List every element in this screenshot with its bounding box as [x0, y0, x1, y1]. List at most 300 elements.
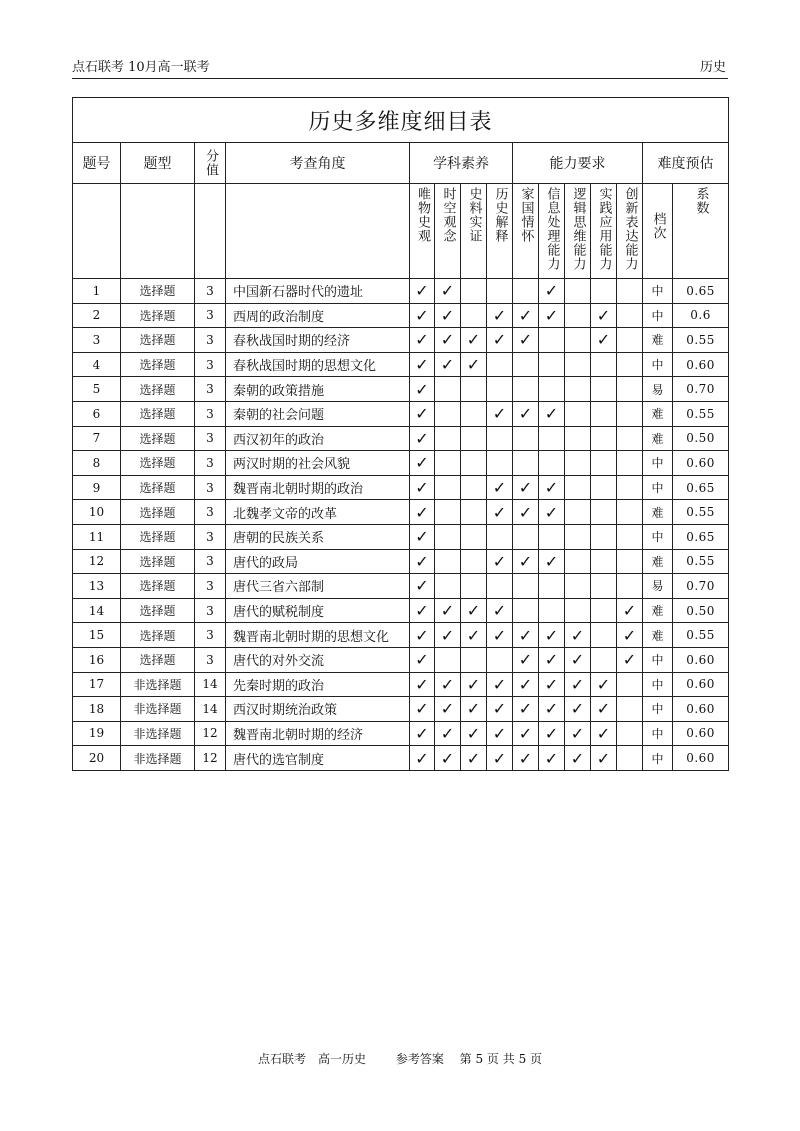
- table-row: [73, 303, 729, 328]
- subheader-blank: [195, 184, 226, 279]
- table-row: [73, 697, 729, 722]
- cell-empty: [539, 524, 565, 549]
- check-icon: ✓: [410, 500, 435, 525]
- cell-empty: [565, 377, 591, 402]
- check-icon: ✓: [435, 598, 461, 623]
- check-icon: ✓: [435, 746, 461, 771]
- subheader-cell: 系数: [673, 184, 729, 279]
- check-icon: ✓: [565, 697, 591, 722]
- footer-source: 点石联考: [257, 1052, 306, 1066]
- check-icon: ✓: [461, 672, 487, 697]
- cell-level: 中: [643, 746, 673, 771]
- cell-score: 3: [195, 377, 226, 402]
- cell-topic: 魏晋南北朝时期的经济: [226, 721, 410, 746]
- cell-level: 中: [643, 303, 673, 328]
- table-row: [73, 549, 729, 574]
- cell-coef: 0.50: [673, 598, 729, 623]
- cell-num: 5: [73, 377, 121, 402]
- cell-type: 选择题: [121, 549, 195, 574]
- check-icon: ✓: [461, 721, 487, 746]
- cell-level: 难: [643, 549, 673, 574]
- cell-score: 3: [195, 647, 226, 672]
- cell-empty: [617, 279, 643, 304]
- cell-type: 非选择题: [121, 672, 195, 697]
- cell-empty: [617, 328, 643, 353]
- cell-empty: [435, 426, 461, 451]
- check-icon: ✓: [461, 746, 487, 771]
- cell-empty: [539, 352, 565, 377]
- cell-empty: [565, 328, 591, 353]
- cell-coef: 0.70: [673, 377, 729, 402]
- cell-empty: [461, 475, 487, 500]
- check-icon: ✓: [410, 279, 435, 304]
- check-icon: ✓: [410, 549, 435, 574]
- check-icon: ✓: [487, 500, 513, 525]
- check-icon: ✓: [410, 697, 435, 722]
- table-row: [73, 328, 729, 353]
- cell-type: 选择题: [121, 647, 195, 672]
- cell-empty: [591, 451, 617, 476]
- table-row: [73, 647, 729, 672]
- cell-type: 非选择题: [121, 746, 195, 771]
- cell-empty: [513, 279, 539, 304]
- cell-level: 中: [643, 524, 673, 549]
- cell-level: 中: [643, 279, 673, 304]
- check-icon: ✓: [487, 401, 513, 426]
- header-num: 题号: [73, 143, 121, 184]
- cell-num: 13: [73, 574, 121, 599]
- check-icon: ✓: [565, 672, 591, 697]
- cell-type: 选择题: [121, 377, 195, 402]
- cell-empty: [487, 451, 513, 476]
- subheader-blank: [226, 184, 410, 279]
- check-icon: ✓: [539, 672, 565, 697]
- cell-coef: 0.50: [673, 426, 729, 451]
- cell-topic: 魏晋南北朝时期的思想文化: [226, 623, 410, 648]
- cell-empty: [591, 401, 617, 426]
- cell-empty: [565, 574, 591, 599]
- cell-level: 难: [643, 623, 673, 648]
- check-icon: ✓: [513, 401, 539, 426]
- cell-level: 中: [643, 672, 673, 697]
- check-icon: ✓: [591, 303, 617, 328]
- check-icon: ✓: [513, 549, 539, 574]
- table-row: [73, 746, 729, 771]
- cell-num: 18: [73, 697, 121, 722]
- check-icon: ✓: [487, 746, 513, 771]
- cell-coef: 0.60: [673, 721, 729, 746]
- cell-level: 中: [643, 352, 673, 377]
- cell-num: 16: [73, 647, 121, 672]
- check-icon: ✓: [410, 574, 435, 599]
- cell-level: 难: [643, 401, 673, 426]
- cell-level: 易: [643, 377, 673, 402]
- cell-empty: [617, 500, 643, 525]
- check-icon: ✓: [487, 328, 513, 353]
- cell-coef: 0.70: [673, 574, 729, 599]
- footer-doc: 参考答案: [395, 1052, 444, 1066]
- cell-coef: 0.65: [673, 475, 729, 500]
- cell-num: 2: [73, 303, 121, 328]
- cell-topic: 唐朝的民族关系: [226, 524, 410, 549]
- cell-empty: [617, 451, 643, 476]
- cell-level: 难: [643, 426, 673, 451]
- cell-empty: [617, 401, 643, 426]
- cell-empty: [565, 401, 591, 426]
- cell-score: 12: [195, 721, 226, 746]
- check-icon: ✓: [539, 500, 565, 525]
- check-icon: ✓: [435, 328, 461, 353]
- cell-num: 14: [73, 598, 121, 623]
- table-row: [73, 451, 729, 476]
- cell-num: 8: [73, 451, 121, 476]
- check-icon: ✓: [539, 697, 565, 722]
- check-icon: ✓: [410, 303, 435, 328]
- cell-topic: 春秋战国时期的经济: [226, 328, 410, 353]
- subheader-cell: 逻辑思维能力: [565, 184, 591, 279]
- subheader-cell: 信息处理能力: [539, 184, 565, 279]
- cell-empty: [617, 352, 643, 377]
- cell-type: 选择题: [121, 451, 195, 476]
- cell-topic: 西汉初年的政治: [226, 426, 410, 451]
- cell-empty: [539, 451, 565, 476]
- check-icon: ✓: [513, 672, 539, 697]
- cell-type: 选择题: [121, 574, 195, 599]
- cell-coef: 0.6: [673, 303, 729, 328]
- cell-score: 3: [195, 303, 226, 328]
- subheader-blank: [73, 184, 121, 279]
- cell-coef: 0.55: [673, 549, 729, 574]
- cell-type: 选择题: [121, 623, 195, 648]
- cell-coef: 0.60: [673, 697, 729, 722]
- table-row: [73, 598, 729, 623]
- cell-empty: [591, 377, 617, 402]
- header-type: 题型: [121, 143, 195, 184]
- subheader-cell: 家国情怀: [513, 184, 539, 279]
- cell-level: 易: [643, 574, 673, 599]
- cell-coef: 0.60: [673, 672, 729, 697]
- cell-empty: [461, 451, 487, 476]
- cell-type: 选择题: [121, 401, 195, 426]
- check-icon: ✓: [539, 303, 565, 328]
- cell-empty: [461, 377, 487, 402]
- cell-coef: 0.60: [673, 451, 729, 476]
- check-icon: ✓: [565, 623, 591, 648]
- cell-empty: [565, 279, 591, 304]
- cell-empty: [487, 426, 513, 451]
- subheader-blank: [121, 184, 195, 279]
- cell-empty: [461, 647, 487, 672]
- check-icon: ✓: [487, 623, 513, 648]
- cell-topic: 秦朝的社会问题: [226, 401, 410, 426]
- check-icon: ✓: [435, 279, 461, 304]
- check-icon: ✓: [591, 746, 617, 771]
- subheader-cell: 时空观念: [435, 184, 461, 279]
- cell-empty: [513, 451, 539, 476]
- cell-coef: 0.65: [673, 279, 729, 304]
- check-icon: ✓: [487, 697, 513, 722]
- cell-coef: 0.55: [673, 500, 729, 525]
- cell-topic: 唐代的对外交流: [226, 647, 410, 672]
- cell-empty: [539, 426, 565, 451]
- subheader-cell: 唯物史观: [410, 184, 435, 279]
- cell-level: 难: [643, 598, 673, 623]
- check-icon: ✓: [461, 623, 487, 648]
- check-icon: ✓: [539, 721, 565, 746]
- check-icon: ✓: [539, 549, 565, 574]
- check-icon: ✓: [410, 451, 435, 476]
- check-icon: ✓: [513, 623, 539, 648]
- cell-level: 中: [643, 451, 673, 476]
- header-right: 历史: [699, 60, 726, 75]
- check-icon: ✓: [435, 721, 461, 746]
- cell-empty: [461, 401, 487, 426]
- check-icon: ✓: [487, 475, 513, 500]
- check-icon: ✓: [513, 721, 539, 746]
- cell-coef: 0.65: [673, 524, 729, 549]
- cell-num: 11: [73, 524, 121, 549]
- cell-empty: [617, 574, 643, 599]
- check-icon: ✓: [435, 303, 461, 328]
- table-row: [73, 426, 729, 451]
- subheader-cell: 创新表达能力: [617, 184, 643, 279]
- cell-empty: [565, 500, 591, 525]
- check-icon: ✓: [617, 647, 643, 672]
- check-icon: ✓: [591, 721, 617, 746]
- check-icon: ✓: [513, 746, 539, 771]
- table-row: [73, 721, 729, 746]
- cell-empty: [461, 549, 487, 574]
- cell-empty: [435, 574, 461, 599]
- check-icon: ✓: [461, 598, 487, 623]
- check-icon: ✓: [591, 672, 617, 697]
- check-icon: ✓: [513, 303, 539, 328]
- cell-num: 12: [73, 549, 121, 574]
- cell-score: 14: [195, 697, 226, 722]
- check-icon: ✓: [487, 672, 513, 697]
- header-ability: 能力要求: [513, 143, 643, 184]
- cell-empty: [461, 279, 487, 304]
- cell-empty: [591, 598, 617, 623]
- cell-score: 3: [195, 352, 226, 377]
- cell-empty: [513, 352, 539, 377]
- check-icon: ✓: [410, 721, 435, 746]
- cell-empty: [461, 574, 487, 599]
- cell-empty: [435, 500, 461, 525]
- check-icon: ✓: [410, 598, 435, 623]
- header-score: 分值: [195, 143, 226, 184]
- cell-empty: [461, 524, 487, 549]
- cell-level: 中: [643, 647, 673, 672]
- cell-empty: [591, 279, 617, 304]
- table-title: 历史多维度细目表: [73, 98, 729, 143]
- cell-empty: [435, 377, 461, 402]
- cell-topic: 魏晋南北朝时期的政治: [226, 475, 410, 500]
- cell-type: 非选择题: [121, 697, 195, 722]
- cell-empty: [435, 451, 461, 476]
- cell-score: 3: [195, 475, 226, 500]
- cell-num: 10: [73, 500, 121, 525]
- check-icon: ✓: [565, 647, 591, 672]
- cell-empty: [617, 672, 643, 697]
- cell-empty: [591, 500, 617, 525]
- cell-empty: [565, 352, 591, 377]
- check-icon: ✓: [539, 401, 565, 426]
- header-left: 点石联考 10月高一联考: [72, 60, 210, 75]
- check-icon: ✓: [461, 697, 487, 722]
- header-topic: 考查角度: [226, 143, 410, 184]
- check-icon: ✓: [617, 598, 643, 623]
- check-icon: ✓: [410, 475, 435, 500]
- check-icon: ✓: [539, 647, 565, 672]
- cell-empty: [565, 426, 591, 451]
- cell-num: 1: [73, 279, 121, 304]
- subheader-cell: 档次: [643, 184, 673, 279]
- table-row: [73, 279, 729, 304]
- cell-empty: [591, 524, 617, 549]
- cell-topic: 秦朝的政策措施: [226, 377, 410, 402]
- cell-empty: [591, 352, 617, 377]
- check-icon: ✓: [410, 623, 435, 648]
- cell-num: 6: [73, 401, 121, 426]
- check-icon: ✓: [410, 524, 435, 549]
- table-row: [73, 401, 729, 426]
- cell-empty: [435, 475, 461, 500]
- cell-empty: [617, 549, 643, 574]
- cell-type: 选择题: [121, 524, 195, 549]
- cell-empty: [591, 549, 617, 574]
- cell-empty: [617, 475, 643, 500]
- cell-empty: [591, 574, 617, 599]
- cell-empty: [461, 303, 487, 328]
- table-row: [73, 672, 729, 697]
- cell-empty: [461, 500, 487, 525]
- cell-level: 中: [643, 721, 673, 746]
- check-icon: ✓: [513, 697, 539, 722]
- check-icon: ✓: [487, 303, 513, 328]
- check-icon: ✓: [435, 352, 461, 377]
- cell-empty: [435, 401, 461, 426]
- cell-topic: 先秦时期的政治: [226, 672, 410, 697]
- cell-score: 3: [195, 328, 226, 353]
- cell-type: 选择题: [121, 352, 195, 377]
- cell-topic: 北魏孝文帝的改革: [226, 500, 410, 525]
- cell-empty: [435, 549, 461, 574]
- cell-score: 14: [195, 672, 226, 697]
- cell-type: 选择题: [121, 279, 195, 304]
- footer-page: 第 5 页 共 5 页: [459, 1052, 543, 1066]
- cell-topic: 西汉时期统治政策: [226, 697, 410, 722]
- cell-empty: [435, 524, 461, 549]
- cell-empty: [591, 475, 617, 500]
- cell-topic: 中国新石器时代的遗址: [226, 279, 410, 304]
- check-icon: ✓: [513, 500, 539, 525]
- cell-empty: [513, 598, 539, 623]
- cell-topic: 唐代的政局: [226, 549, 410, 574]
- subheader-cell: 史料实证: [461, 184, 487, 279]
- subheader-cell: 实践应用能力: [591, 184, 617, 279]
- check-icon: ✓: [539, 746, 565, 771]
- cell-score: 3: [195, 426, 226, 451]
- cell-type: 选择题: [121, 500, 195, 525]
- cell-empty: [487, 574, 513, 599]
- cell-empty: [565, 475, 591, 500]
- cell-type: 选择题: [121, 475, 195, 500]
- cell-topic: 唐代三省六部制: [226, 574, 410, 599]
- check-icon: ✓: [435, 697, 461, 722]
- check-icon: ✓: [539, 623, 565, 648]
- footer-subject: 高一历史: [317, 1052, 366, 1066]
- cell-type: 选择题: [121, 328, 195, 353]
- cell-empty: [617, 524, 643, 549]
- cell-empty: [513, 524, 539, 549]
- check-icon: ✓: [565, 746, 591, 771]
- cell-level: 中: [643, 475, 673, 500]
- cell-empty: [591, 623, 617, 648]
- cell-empty: [487, 279, 513, 304]
- cell-score: 3: [195, 401, 226, 426]
- cell-type: 选择题: [121, 426, 195, 451]
- check-icon: ✓: [410, 401, 435, 426]
- cell-score: 3: [195, 549, 226, 574]
- cell-empty: [565, 598, 591, 623]
- cell-empty: [539, 377, 565, 402]
- cell-score: 12: [195, 746, 226, 771]
- check-icon: ✓: [410, 672, 435, 697]
- check-icon: ✓: [410, 377, 435, 402]
- check-icon: ✓: [565, 721, 591, 746]
- check-icon: ✓: [539, 279, 565, 304]
- cell-num: 19: [73, 721, 121, 746]
- cell-empty: [565, 549, 591, 574]
- cell-empty: [617, 697, 643, 722]
- cell-type: 选择题: [121, 303, 195, 328]
- cell-empty: [539, 598, 565, 623]
- cell-num: 9: [73, 475, 121, 500]
- cell-coef: 0.55: [673, 401, 729, 426]
- cell-empty: [435, 647, 461, 672]
- cell-empty: [591, 426, 617, 451]
- check-icon: ✓: [513, 647, 539, 672]
- header-difficulty: 难度预估: [643, 143, 729, 184]
- header-divider: [72, 78, 728, 79]
- check-icon: ✓: [487, 598, 513, 623]
- cell-type: 非选择题: [121, 721, 195, 746]
- cell-topic: 西周的政治制度: [226, 303, 410, 328]
- check-icon: ✓: [410, 647, 435, 672]
- table-row: [73, 524, 729, 549]
- cell-empty: [617, 303, 643, 328]
- cell-empty: [565, 303, 591, 328]
- table-row: [73, 352, 729, 377]
- check-icon: ✓: [410, 352, 435, 377]
- cell-topic: 唐代的赋税制度: [226, 598, 410, 623]
- cell-topic: 两汉时期的社会风貌: [226, 451, 410, 476]
- cell-empty: [461, 426, 487, 451]
- cell-score: 3: [195, 500, 226, 525]
- cell-score: 3: [195, 451, 226, 476]
- table-row: [73, 377, 729, 402]
- check-icon: ✓: [591, 697, 617, 722]
- cell-num: 4: [73, 352, 121, 377]
- cell-coef: 0.55: [673, 328, 729, 353]
- cell-empty: [513, 574, 539, 599]
- cell-empty: [591, 647, 617, 672]
- cell-num: 15: [73, 623, 121, 648]
- check-icon: ✓: [513, 328, 539, 353]
- check-icon: ✓: [410, 328, 435, 353]
- cell-empty: [513, 426, 539, 451]
